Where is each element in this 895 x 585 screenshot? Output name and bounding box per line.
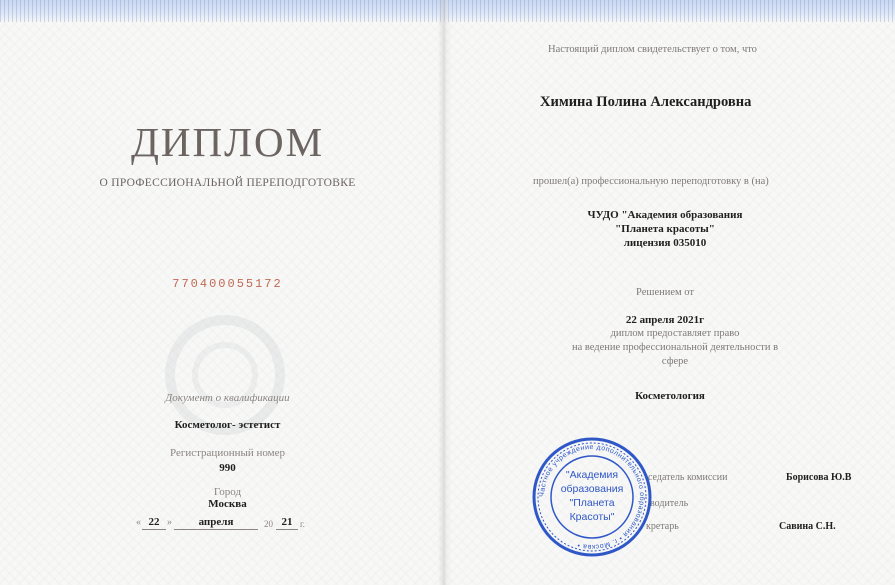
grants-line: на ведение профессиональной деятельности в сфере: [571, 342, 779, 367]
stamp-ring-text: Частное учреждение дополнительного образования • г. Москва •: [538, 443, 646, 551]
diploma-subtitle: О ПРОФЕССИОНАЛЬНОЙ ПЕРЕПОДГОТОВКЕ: [99, 177, 356, 189]
date-month: апреля: [198, 516, 234, 528]
qualification-caption: Документ о квалификации: [165, 392, 290, 404]
organization-stamp: [531, 436, 653, 558]
recipient-name: Химина Полина Александровна: [540, 94, 752, 110]
grants-text: [560, 327, 790, 369]
registration-number: 990: [219, 462, 236, 474]
serial-number: 770400055172: [172, 277, 283, 291]
year-underline: [276, 529, 298, 530]
organization-block: [555, 208, 775, 250]
diploma-title: ДИПЛОМ: [130, 119, 325, 165]
signature-role-chairman: седатель комиссии: [648, 472, 728, 483]
organization-line: "Планета красоты": [615, 223, 715, 235]
decision-caption: Решением от: [636, 287, 694, 298]
registration-caption: Регистрационный номер: [169, 447, 286, 459]
month-underline: [174, 529, 258, 530]
stamp-line: Красоты": [569, 511, 615, 523]
city-value: Москва: [208, 498, 247, 510]
professional-field: Косметология: [635, 390, 705, 402]
city-caption: Город: [213, 486, 242, 498]
stamp-line: "Академия: [565, 469, 619, 481]
stamp-line: "Планета: [569, 497, 615, 509]
day-underline: [142, 529, 166, 530]
issue-date: [136, 514, 336, 534]
signature-role-director: водитель: [650, 498, 689, 509]
signature-name-chairman: Борисова Ю.В: [786, 472, 852, 483]
stamp-line: образования: [560, 483, 624, 495]
year-prefix: 20: [264, 519, 273, 529]
signature-role-secretary: кретарь: [646, 521, 679, 532]
passed-text: прошел(а) профессиональную переподготовку в (на): [533, 176, 769, 187]
intro-text: Настоящий диплом свидетельствует о том, что: [548, 44, 757, 55]
grants-line: диплом предоставляет право: [610, 328, 740, 339]
year-suffix: 21: [281, 516, 293, 528]
organization-line: ЧУДО "Академия образования: [587, 209, 743, 221]
decision-date: 22 апреля 2021г: [625, 314, 705, 326]
license-line: лицензия 035010: [623, 237, 707, 249]
date-close-quote: »: [167, 517, 172, 528]
qualification-value: Косметолог- эстетист: [174, 419, 281, 431]
signature-name-secretary: Савина С.Н.: [779, 521, 836, 532]
date-day: 22: [148, 516, 160, 528]
date-open-quote: «: [136, 517, 141, 528]
year-letter: г.: [300, 519, 305, 529]
